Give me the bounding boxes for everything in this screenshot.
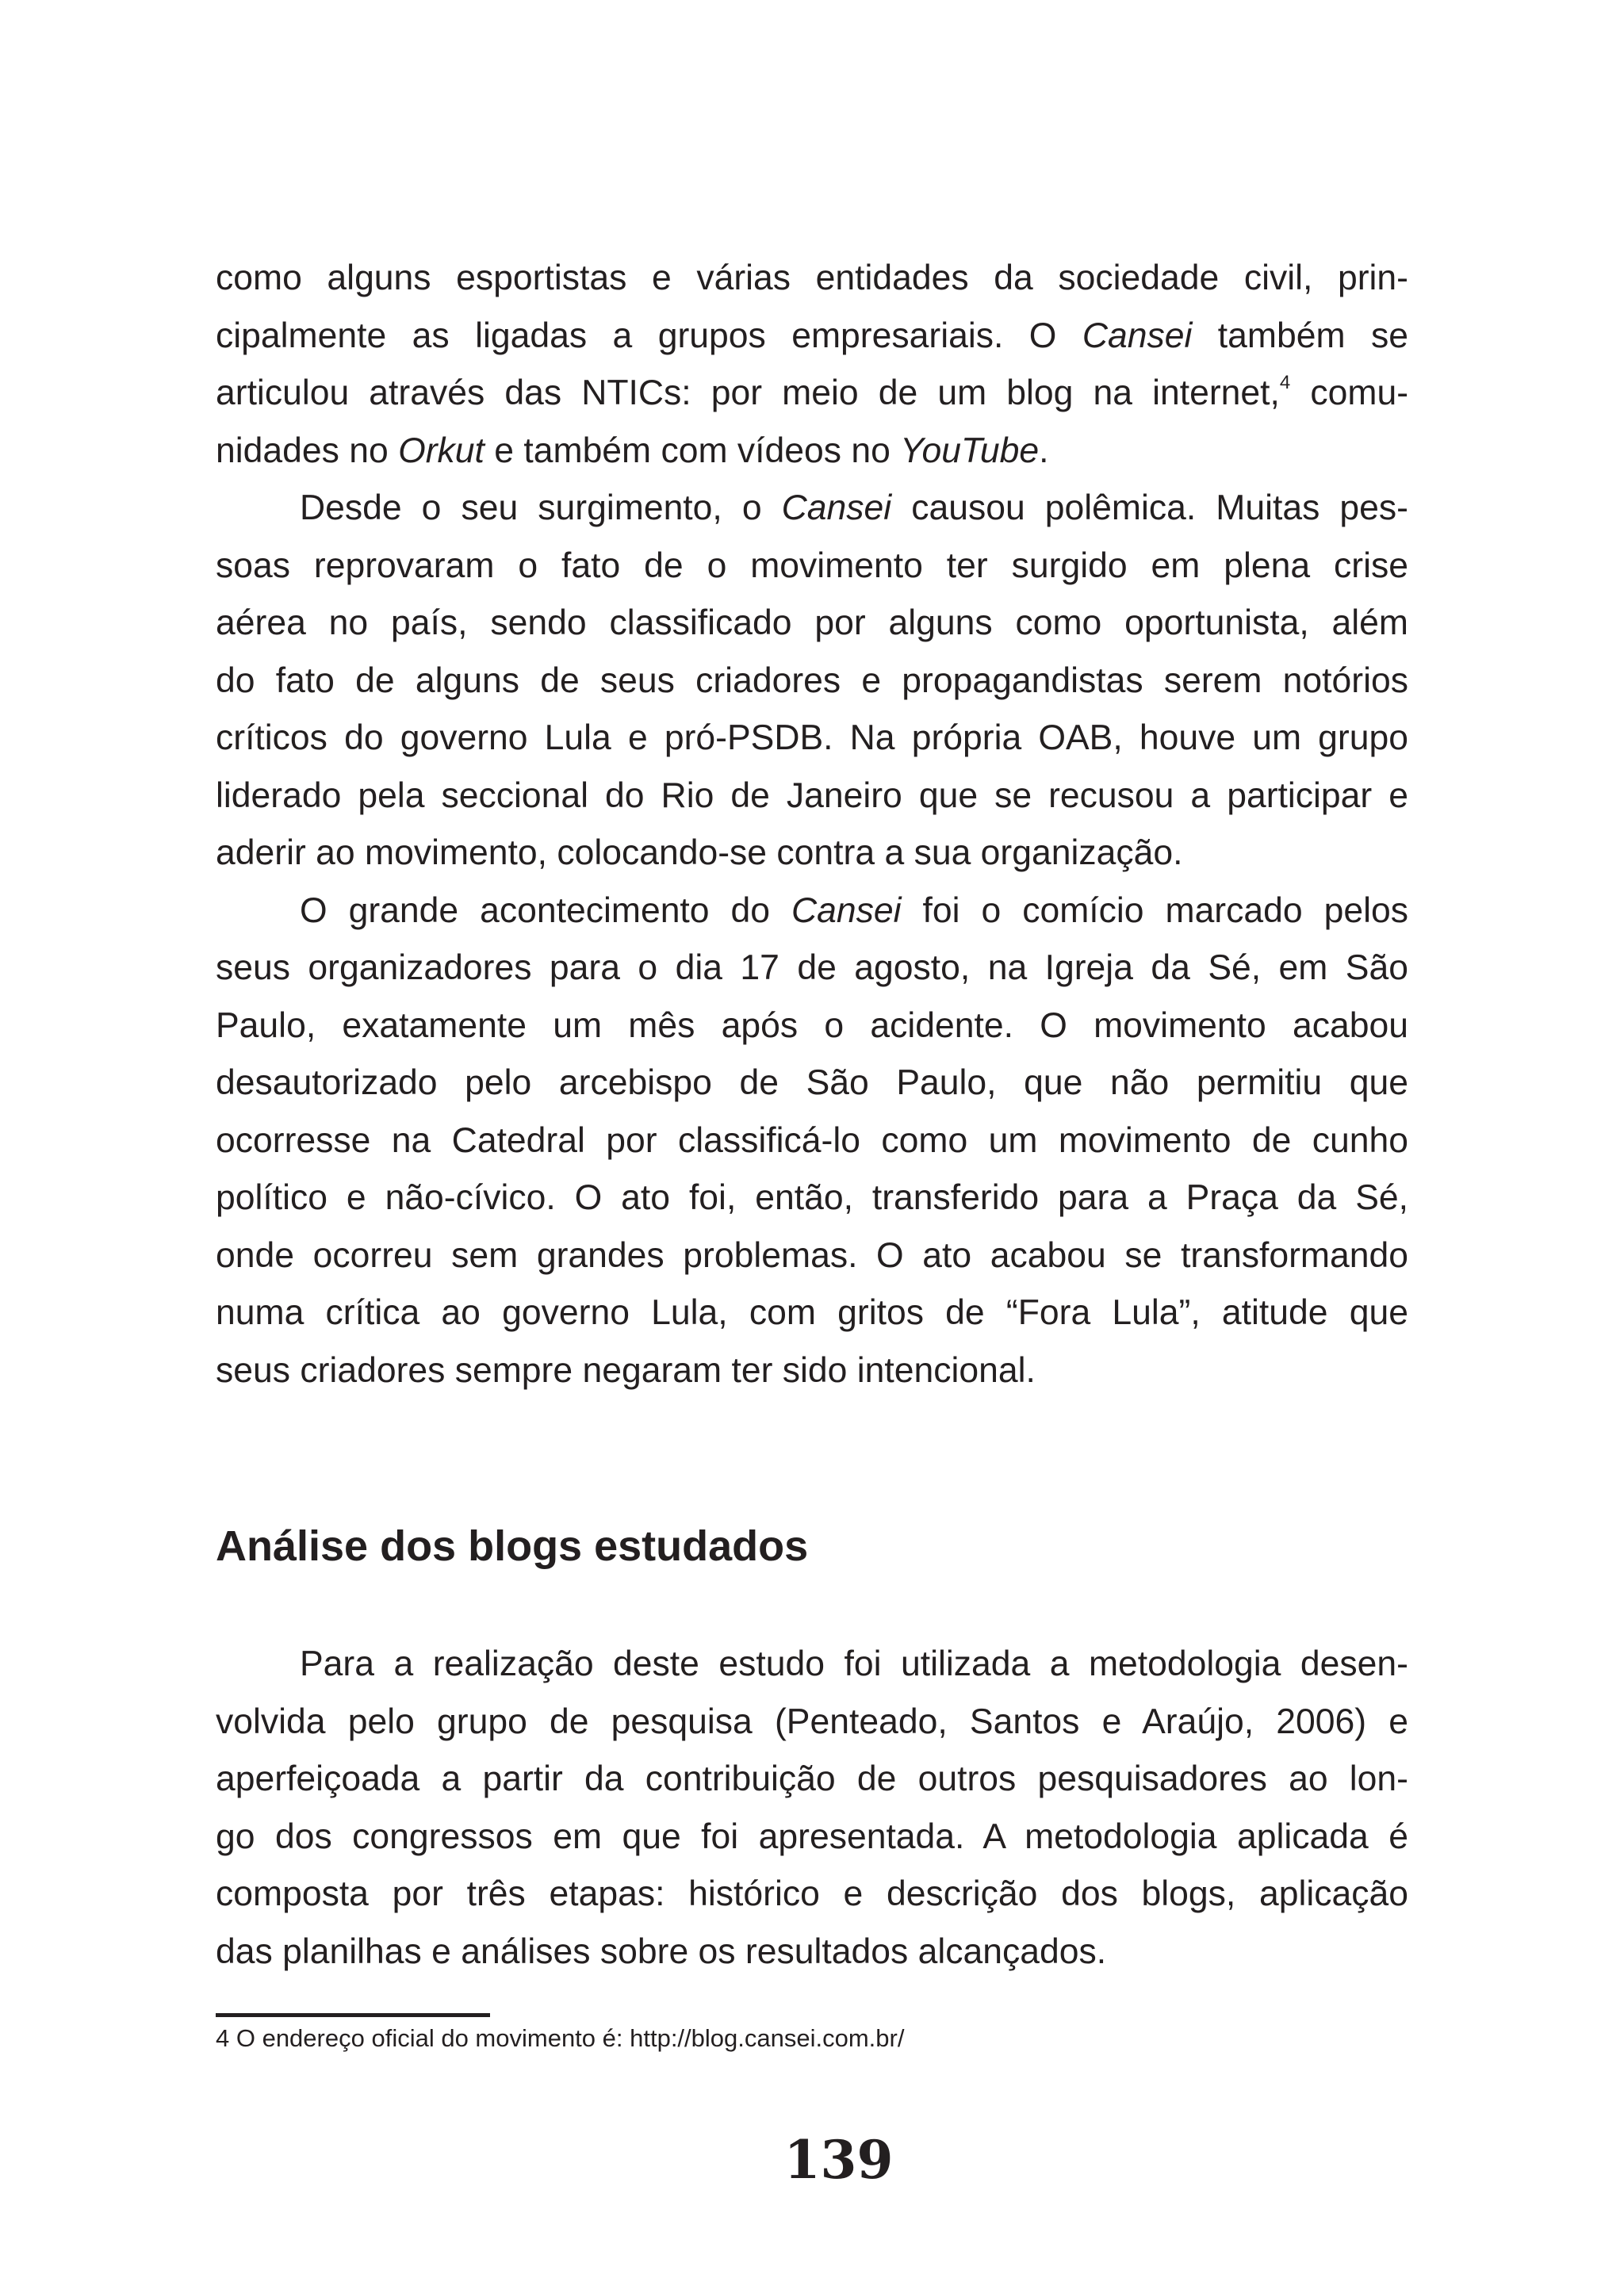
text-line: seus organizadores para o dia 17 de agosto, na Igreja da Sé, em São [216,948,1408,987]
text-line: Para a realização deste estudo foi utilizada a metodologia desen- [300,1644,1408,1683]
text-line: Paulo, exatamente um mês após o acidente. O movimento acabou [216,1005,1408,1045]
text-line: político e não-cívico. O ato foi, então, transferido para a Praça da Sé, [216,1178,1408,1217]
page-number: 139 [783,2129,894,2191]
text-line: soas reprovaram o fato de o movimento ter surgido em plena crise [216,546,1408,585]
text-line: críticos do governo Lula e pró-PSDB. Na própria OAB, houve um grupo [216,718,1408,757]
text-line: como alguns esportistas e várias entidades da sociedade civil, prin- [216,258,1408,297]
text-line: go dos congressos em que foi apresentada. A metodologia aplicada é [216,1817,1408,1856]
text-line: numa crítica ao governo Lula, com gritos de “Fora Lula”, atitude que [216,1293,1408,1332]
text-line: desautorizado pelo arcebispo de São Paulo, que não permitiu que [216,1063,1408,1102]
body-text-section-1 [216,250,1408,1399]
text-line: das planilhas e análises sobre os resultados alcançados. [216,1931,1107,1971]
text-line: liderado pela seccional do Rio de Janeiro que se recusou a participar e [216,775,1408,815]
footnote-divider [216,2013,490,2017]
text-line: composta por três etapas: histórico e descrição dos blogs, aplicação [216,1874,1408,1913]
text-line: seus criadores sempre negaram ter sido intencional. [216,1350,1036,1390]
text-line: aperfeiçoada a partir da contribuição de outros pesquisadores ao lon- [216,1759,1408,1798]
text-line: volvida pelo grupo de pesquisa (Penteado, Santos e Araújo, 2006) e [216,1702,1408,1741]
body-text-section-2 [216,1636,1408,1981]
text-line: onde ocorreu sem grandes problemas. O ato acabou se transformando [216,1235,1408,1275]
text-line: do fato de alguns de seus criadores e propagandistas serem notórios [216,660,1408,700]
text-line: aérea no país, sendo classificado por alguns como oportunista, além [216,603,1408,642]
section-heading: Análise dos blogs estudados [216,1522,809,1570]
text-line: Desde o seu surgimento, o Cansei causou polêmica. Muitas pes- [300,488,1408,527]
text-line: articulou através das NTICs: por meio de um blog na internet,$^4$ comu- [216,372,1409,412]
text-line: ocorresse na Catedral por classificá-lo como um movimento de cunho [216,1120,1408,1160]
text-line: aderir ao movimento, colocando-se contra a sua organização. [216,833,1183,872]
text-line: O grande acontecimento do Cansei foi o comício marcado pelos [300,890,1408,930]
text-line: nidades no Orkut e também com vídeos no YouTube. [216,431,1049,470]
footnote: 4 O endereço oficial do movimento é: http://blog.cansei.com.br/ [216,2024,905,2052]
text-line: cipalmente as ligadas a grupos empresariais. O Cansei também se [216,316,1408,355]
